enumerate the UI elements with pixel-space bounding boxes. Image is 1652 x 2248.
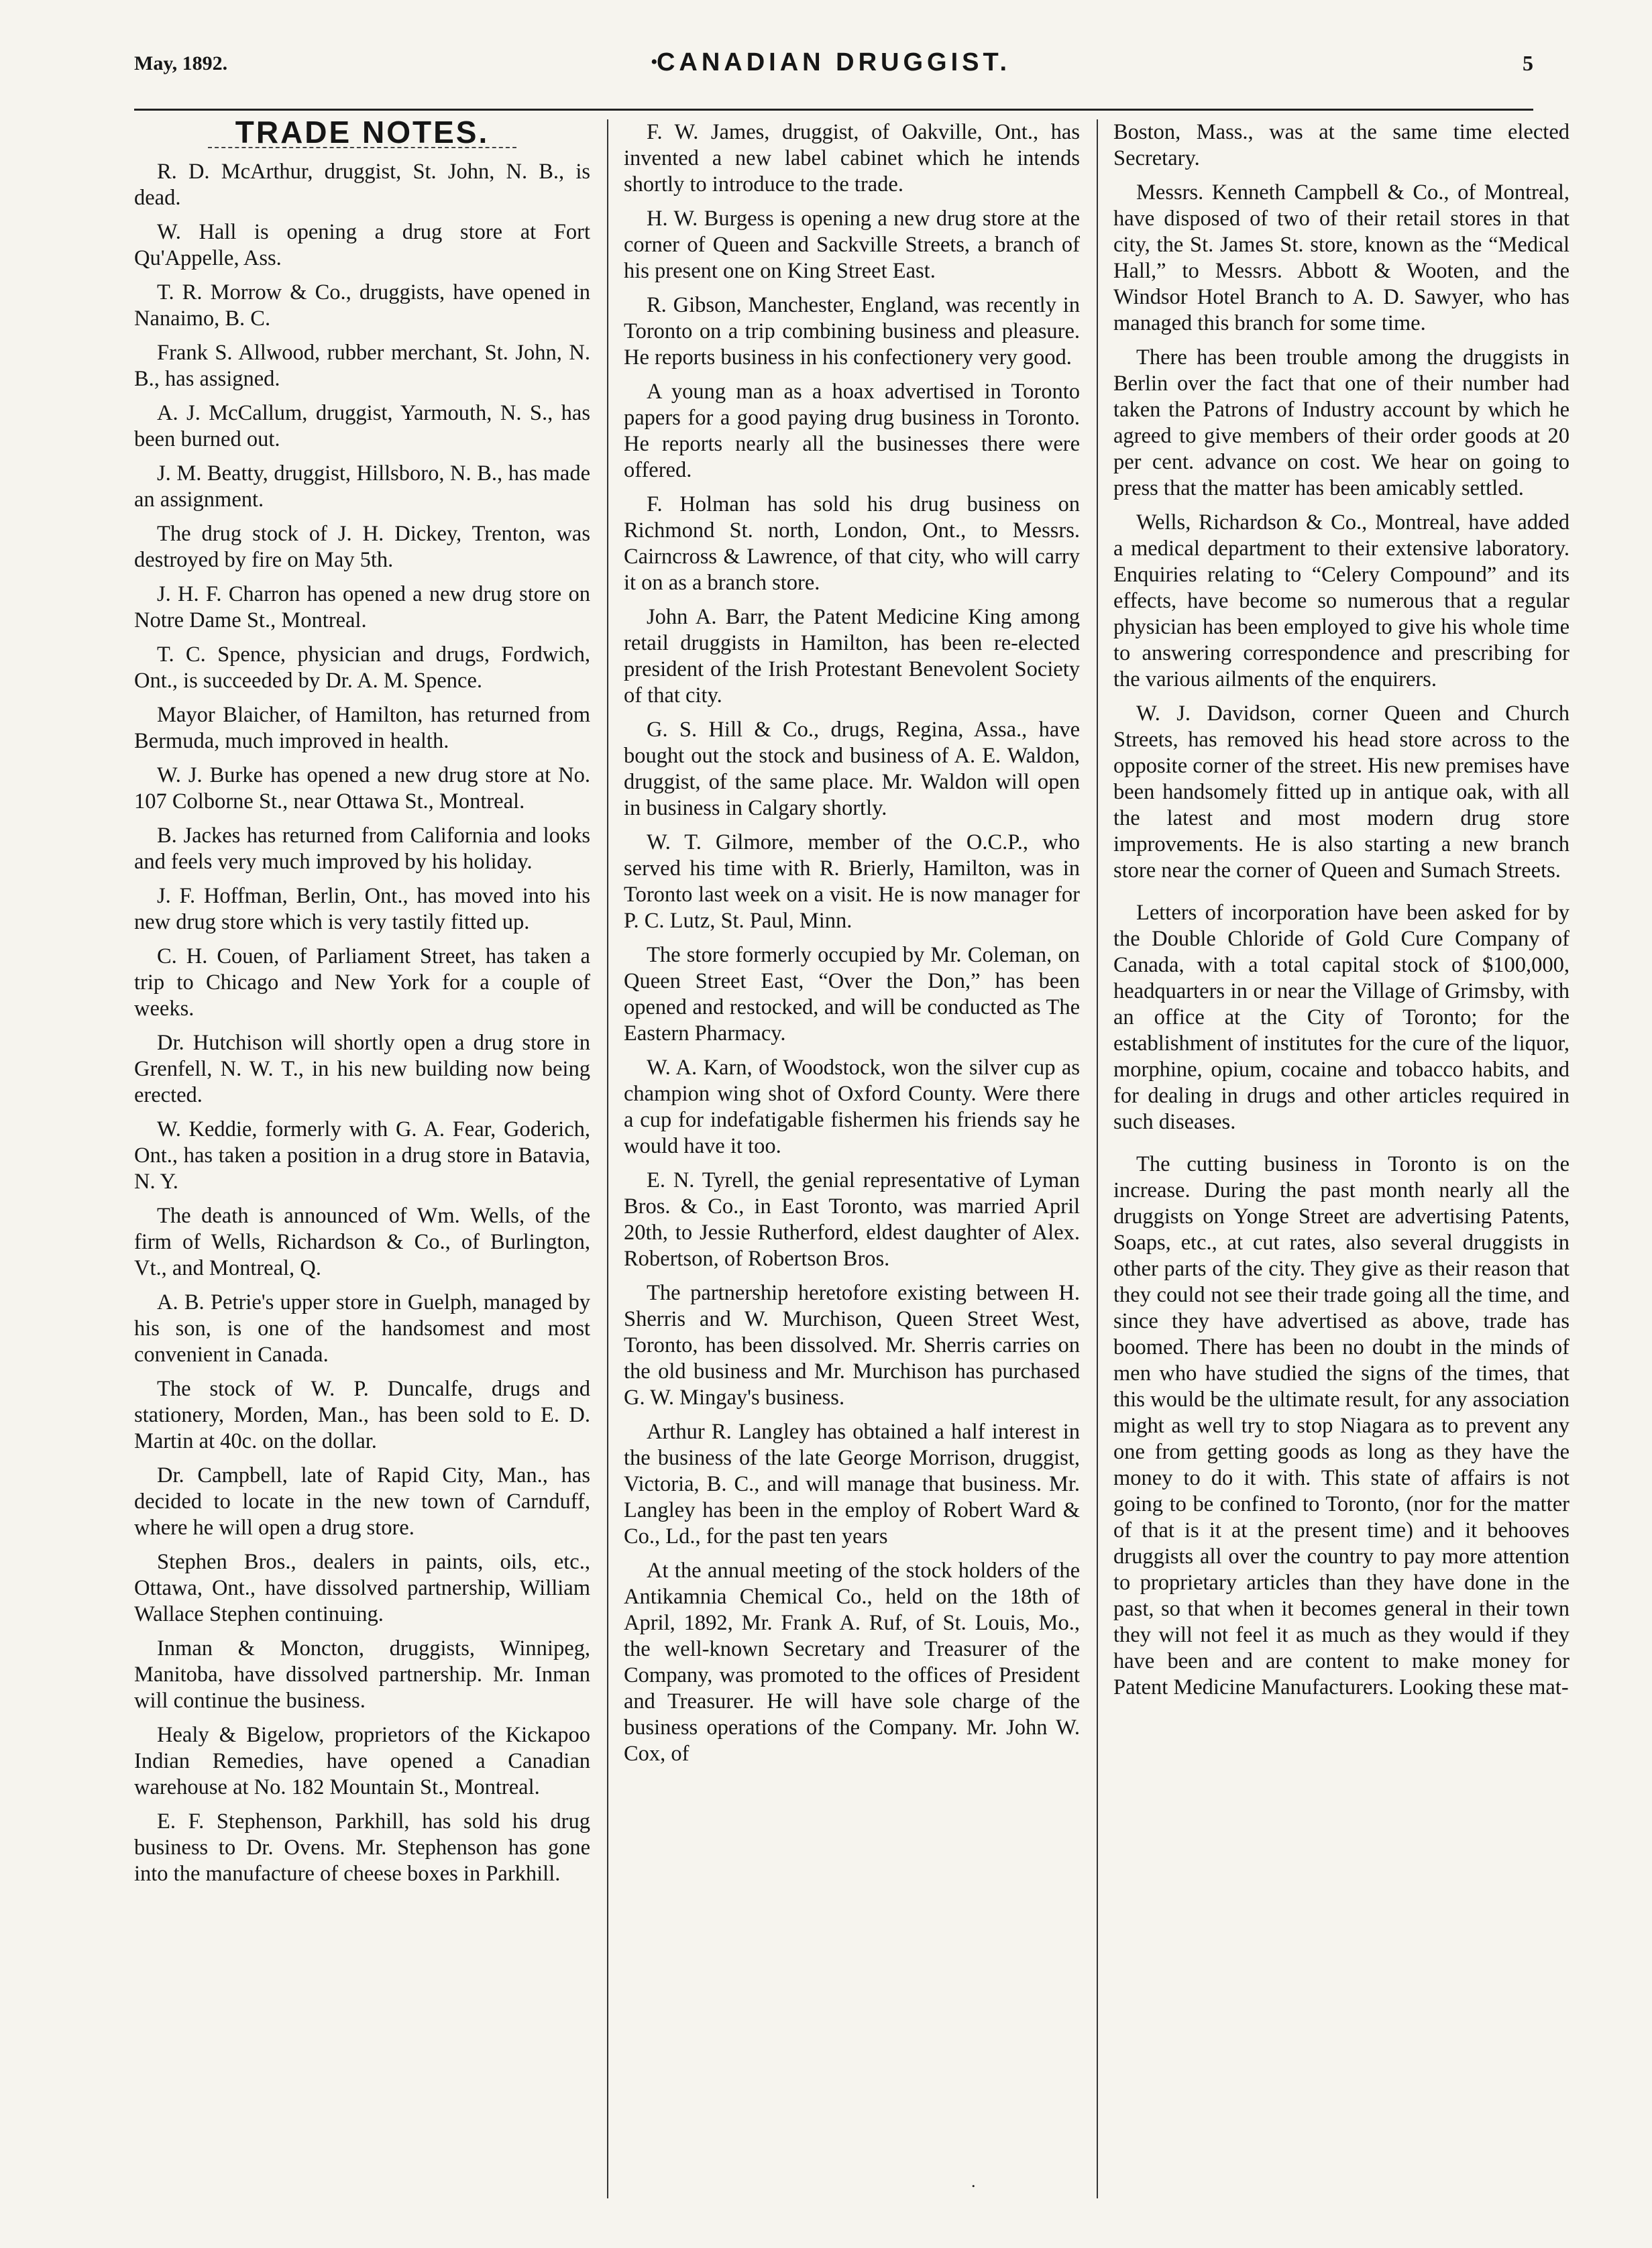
page-number: 5 [1523,51,1533,75]
trade-note-paragraph: The stock of W. P. Duncalfe, drugs and stationery, Morden, Man., has been sold to E. D. Martin at 40c. on the dollar. [134,1377,590,1453]
trade-note-paragraph: F. W. James, druggist, of Oakville, Ont., has invented a new label cabinet which he intends shortly to introduce to the trade. [624,120,1080,196]
header-rule [134,109,1533,111]
trade-note-paragraph: J. H. F. Charron has opened a new drug store on Notre Dame St., Montreal. [134,582,590,632]
column-3 [1113,119,1570,2212]
column-1-body [134,159,590,1887]
trade-note-paragraph: G. S. Hill & Co., drugs, Regina, Assa., have bought out the stock and business of A. E. Waldon, druggist, of the same place. Mr. Waldon will open in business in Calgary shortly. [624,718,1080,820]
trade-note-paragraph: W. Keddie, formerly with G. A. Fear, Goderich, Ont., has taken a position in a drug store in Batavia, N. Y. [134,1117,590,1194]
column-divider [607,119,608,2198]
trade-note-paragraph: Healy & Bigelow, proprietors of the Kickapoo Indian Remedies, have opened a Canadian warehouse at No. 182 Mountain St., Montreal. [134,1723,590,1799]
trade-note-paragraph: Messrs. Kenneth Campbell & Co., of Montreal, have disposed of two of their retail stores in that city, the St. James St. store, known as the “Medical Hall,” to Messrs. Abbott & Wooten, and the Windsor Hotel Branch to A. D. Sawyer, who has managed this branch for some time. [1113,180,1570,335]
trade-note-paragraph: R. D. McArthur, druggist, St. John, N. B., is dead. [134,160,590,210]
trade-note-paragraph: Mayor Blaicher, of Hamilton, has returned from Bermuda, much improved in health. [134,703,590,753]
trade-note-paragraph: John A. Barr, the Patent Medicine King among retail druggists in Hamilton, has been re-elected president of the Irish Protestant Benevolent Society of that city. [624,605,1080,708]
trade-note-paragraph: A. J. McCallum, druggist, Yarmouth, N. S., has been burned out. [134,401,590,451]
trade-note-paragraph: A young man as a hoax advertised in Toronto papers for a good paying drug business in Toronto. He reports nearly all the businesses there were offered. [624,380,1080,482]
trade-note-paragraph: F. Holman has sold his drug business on Richmond St. north, London, Ont., to Messrs. Cairncross & Lawrence, of that city, who will carry it on as a branch store. [624,492,1080,595]
trade-note-paragraph: The partnership heretofore existing between H. Sherris and W. Murchison, Queen Street West, Toronto, has been dissolved. Mr. Sherris carries on the old business and Mr. Murchison has purchased G. W. Mingay's business. [624,1281,1080,1410]
trade-note-paragraph: B. Jackes has returned from California and looks and feels very much improved by his holiday. [134,824,590,874]
trade-note-paragraph: The death is announced of Wm. Wells, of the firm of Wells, Richardson & Co., of Burlington, Vt., and Montreal, Q. [134,1204,590,1280]
trade-note-paragraph: Inman & Moncton, druggists, Winnipeg, Manitoba, have dissolved partnership. Mr. Inman will continue the business. [134,1636,590,1713]
trade-note-paragraph: The cutting business in Toronto is on the increase. During the past month nearly all the druggists on Yonge Street are advertising Patents, Soaps, etc., at cut rates, also several druggists in other parts of the city. They give as their reason that they could not see their trade going all the time, and since they have advertised as above, trade has boomed. There has been no doubt in the minds of men who have studied the signs of the times, that this would be the ultimate result, for any association might as well try to stop Niagara as to prevent any one from getting goods as long as they have the money to do it with. This state of affairs is not going to be confined to Toronto, (nor for the matter of that is it at the present time) and it behooves druggists all over the country to pay more attention to proprietary articles than they have done in the past, so that when it becomes general in their town they will not feel it as much as they would if they have been and are content to make money for Patent Medicine Manufacturers. Looking these mat- [1113,1152,1570,1699]
column-2 [624,119,1080,2212]
trade-note-paragraph: E. N. Tyrell, the genial representative of Lyman Bros. & Co., in East Toronto, was married April 20th, to Jessie Rutherford, eldest daughter of Alex. Robertson, of Robertson Bros. [624,1168,1080,1271]
trade-note-paragraph: Stephen Bros., dealers in paints, oils, etc., Ottawa, Ont., have dissolved partnership, William Wallace Stephen continuing. [134,1550,590,1626]
trade-note-paragraph: R. Gibson, Manchester, England, was recently in Toronto on a trip combining business and pleasure. He reports business in his confectionery very good. [624,293,1080,370]
trade-note-paragraph: At the annual meeting of the stock holders of the Antikamnia Chemical Co., held on the 18th of April, 1892, Mr. Frank A. Ruf, of St. Louis, Mo., the well-known Secretary and Treasurer of the Company, was promoted to the offices of President and Treasurer. He will have sole charge of the business operations of the Company. Mr. John W. Cox, of [624,1559,1080,1766]
trade-note-paragraph: Dr. Campbell, late of Rapid City, Man., has decided to locate in the new town of Carnduff, where he will open a drug store. [134,1463,590,1540]
column-3-body [1113,119,1570,1701]
trade-note-paragraph: Arthur R. Langley has obtained a half interest in the business of the late George Morrison, druggist, Victoria, B. C., and will manage that business. Mr. Langley has been in the employ of Robert Ward & Co., Ld., for the past ten years [624,1420,1080,1549]
page-header [134,48,1533,89]
trade-note-paragraph: J. M. Beatty, druggist, Hillsboro, N. B., has made an assignment. [134,461,590,512]
trade-note-paragraph: Letters of incorporation have been asked for by the Double Chloride of Gold Cure Company of Canada, with a total capital stock of $100,000, headquarters in or near the Village of Grimsby, with an office at the City of Toronto; for the establishment of institutes for the cure of the liquor, morphine, opium, cocaine and tobacco habits, and for dealing in drugs and other articles required in such diseases. [1113,901,1570,1134]
trade-note-paragraph: C. H. Couen, of Parliament Street, has taken a trip to Chicago and New York for a couple of weeks. [134,944,590,1021]
column-1 [134,115,590,2212]
trade-note-paragraph: The drug stock of J. H. Dickey, Trenton, was destroyed by fire on May 5th. [134,522,590,572]
trade-note-paragraph: W. J. Davidson, corner Queen and Church Streets, has removed his head store across to the opposite corner of the street. His new premises have been handsomely fitted up in antique oak, with all the latest and most modern drug store improvements. He is also starting a new branch store near the corner of Queen and Sumach Streets. [1113,701,1570,883]
trade-note-paragraph: W. J. Burke has opened a new drug store at No. 107 Colborne St., near Ottawa St., Montreal. [134,763,590,813]
trade-note-paragraph: The store formerly occupied by Mr. Coleman, on Queen Street East, “Over the Don,” has been opened and restocked, and will be conducted as The Eastern Pharmacy. [624,943,1080,1046]
trade-note-paragraph: A. B. Petrie's upper store in Guelph, managed by his son, is one of the handsomest and most convenient in Canada. [134,1290,590,1367]
trade-note-paragraph: W. Hall is opening a drug store at Fort Qu'Appelle, Ass. [134,220,590,270]
column-divider [1097,119,1098,2198]
header-date: May, 1892. [134,52,228,74]
trade-note-paragraph: T. R. Morrow & Co., druggists, have opened in Nanaimo, B. C. [134,280,590,331]
trade-note-paragraph: There has been trouble among the druggists in Berlin over the fact that one of their number had taken the Patrons of Industry account by which he agreed to give members of their order goods at 20 per cent. advance on cost. We hear on going to press that the matter has been amicably settled. [1113,345,1570,500]
column-2-body [624,119,1080,1767]
header-bullet: • [651,51,658,73]
publication-title: CANADIAN DRUGGIST. [656,48,1011,76]
trade-note-paragraph: H. W. Burgess is opening a new drug store at the corner of Queen and Sackville Streets, a branch of his present one on King Street East. [624,207,1080,283]
trade-note-paragraph: Dr. Hutchison will shortly open a drug store in Grenfell, N. W. T., in his new building now being erected. [134,1031,590,1107]
trade-note-paragraph: Boston, Mass., was at the same time elected Secretary. [1113,120,1570,170]
section-title: TRADE NOTES. [235,115,490,150]
trade-note-paragraph: T. C. Spence, physician and drugs, Fordwich, Ont., is succeeded by Dr. A. M. Spence. [134,642,590,693]
trade-note-paragraph: Wells, Richardson & Co., Montreal, have added a medical department to their extensive laboratory. Enquiries relating to “Celery Compound” and its effects, have become so numerous that a regular physician has been employed to give his whole time to answering correspondence and prescribing for the various ailments of the enquirers. [1113,510,1570,691]
trade-note-paragraph: Frank S. Allwood, rubber merchant, St. John, N. B., has assigned. [134,341,590,391]
trade-note-paragraph: W. A. Karn, of Woodstock, won the silver cup as champion wing shot of Oxford County. Were there a cup for indefatigable fishermen his friends say he would have it too. [624,1056,1080,1158]
footer-mark: . [971,2172,976,2191]
trade-note-paragraph: W. T. Gilmore, member of the O.C.P., who served his time with R. Brierly, Hamilton, was in Toronto last week on a visit. He is now manager for P. C. Lutz, St. Paul, Minn. [624,830,1080,933]
trade-note-paragraph: J. F. Hoffman, Berlin, Ont., has moved into his new drug store which is very tastily fitted up. [134,884,590,934]
trade-note-paragraph: E. F. Stephenson, Parkhill, has sold his drug business to Dr. Ovens. Mr. Stephenson has gone into the manufacture of cheese boxes in Parkhill. [134,1809,590,1886]
